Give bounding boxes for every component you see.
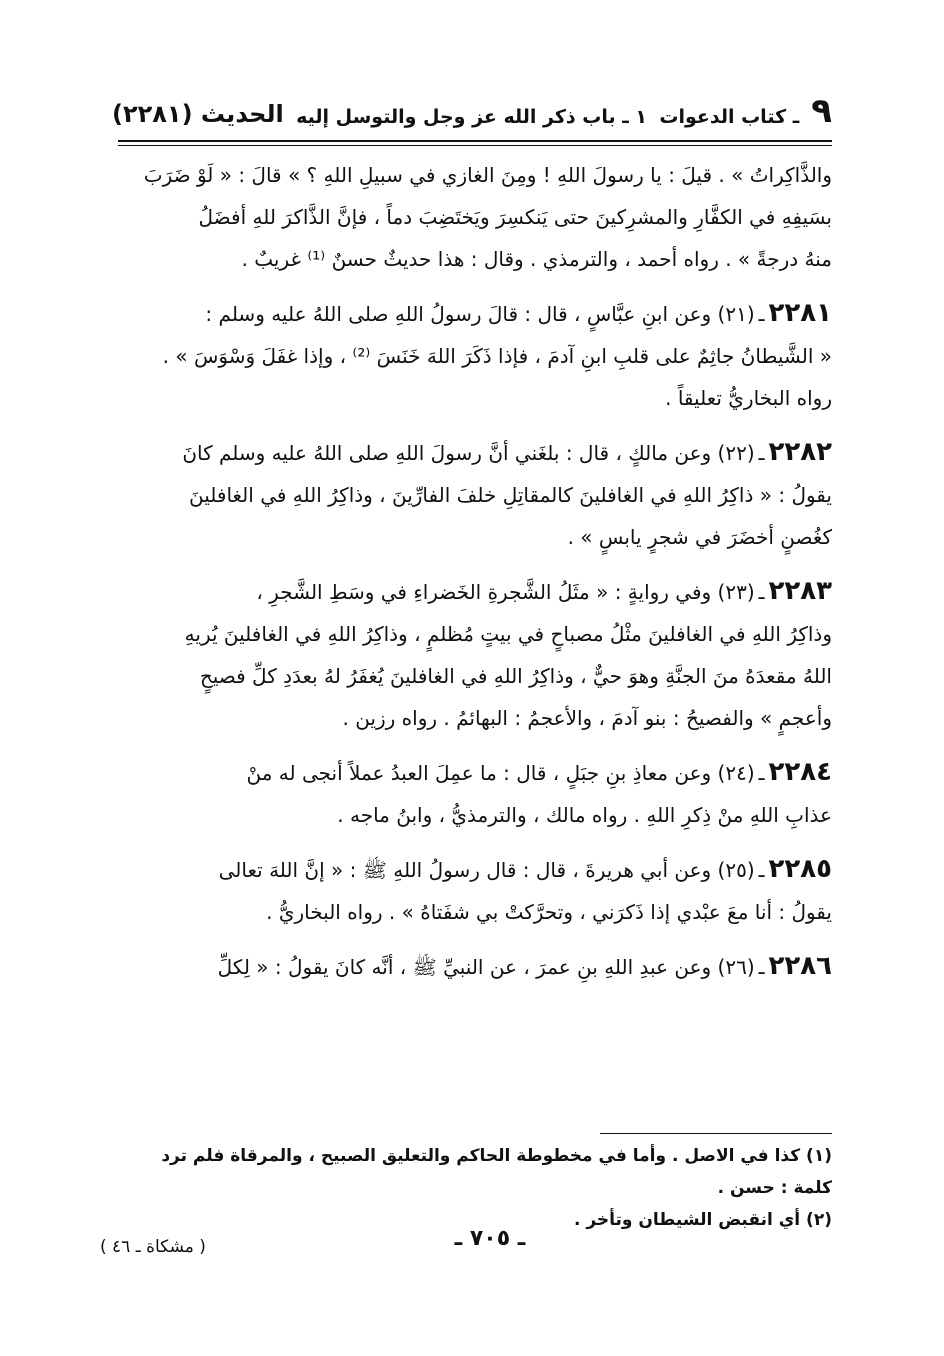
text-line: والذَّاكِراتُ » . قيلَ : يا رسولَ اللهِ ! ومِنَ الغازي في سبيلِ اللهِ ؟ » قالَ : « لَوْ ضَرَبَ (143, 163, 832, 187)
footnote-1: (١) كذا في الاصل . وأما في مخطوطة الحاكم والتعليق الصبيح ، والمرقاة فلم ترد كلمة : حسن . (161, 1146, 832, 1198)
footnotes (118, 1140, 832, 1236)
text-line: عذابِ اللهِ منْ ذِكرِ اللهِ . رواه مالك ، والترمذيُّ ، وابنُ ماجه . (337, 803, 832, 827)
hadith-number: ٢٢٨١ (768, 298, 832, 328)
chapter-number: ٩ (811, 91, 832, 131)
hadith-2283: ٢٢٨٣ـ(٢٣) وفي روايةٍ : « مثَلُ الشَّجرةِ الخَضراءِ في وسَطِ الشَّجرِ ، وذاكِرُ اللهِ في الغافلينَ مثْلُ مصباحٍ في بيتٍ مُظلمٍ ، وذاكِرُ اللهِ في الغافلينَ يُريهِ اللهُ مقعدَهُ منَ الجنَّةِ وهوَ حيٌّ ، وذاكِرُ اللهِ في الغافلينَ يُغفَرُ لهُ بعدَدِ كلِّ فصيحٍ وأعجمٍ » والفصيحُ : بنو آدمَ ، والأعجمُ : البهائمُ . رواه رزين . (118, 570, 832, 739)
main-text (118, 154, 832, 1000)
hadith-number: ٢٢٨٥ (768, 854, 832, 884)
text-line: (٢٦) وعن عبدِ اللهِ بنِ عمرَ ، عن النبيِّ ﷺ ، أنَّه كانَ يقولُ : « لِكلِّ (217, 955, 755, 979)
hadith-2282: ٢٢٨٢ـ(٢٢) وعن مالكٍ ، قال : بلغَني أنَّ رسولَ اللهِ صلى اللهُ عليه وسلم كانَ يقولُ : « ذاكِرُ اللهِ في الغافلينَ كالمقاتِلِ خلفَ الفارِّينَ ، وذاكِرُ اللهِ في الغافلينَ كغُصنٍ أخضَرَ في شجرٍ يابسٍ » . (118, 431, 832, 558)
hadith-2285: ٢٢٨٥ـ(٢٥) وعن أبي هريرةَ ، قال : قال رسولُ اللهِ ﷺ : « إنَّ اللهَ تعالى يقولُ : أنا معَ عبْدي إذا ذَكرَني ، وتحرَّكتْ بي شفَتاهُ » . رواه البخاريُّ . (118, 848, 832, 933)
text-line: وذاكِرُ اللهِ في الغافلينَ مثْلُ مصباحٍ في بيتٍ مُظلمٍ ، وذاكِرُ اللهِ في الغافلينَ يُريهِ (184, 622, 832, 646)
intro-paragraph (118, 154, 832, 280)
text-line: رواه البخاريُّ تعليقاً . (665, 386, 832, 410)
text-line: كغُصنٍ أخضَرَ في شجرٍ يابسٍ » . (567, 525, 832, 549)
text-line: وأعجمٍ » والفصيحُ : بنو آدمَ ، والأعجمُ : البهائمُ . رواه رزين . (342, 706, 832, 730)
text-line: « الشَّيطانُ جاثِمٌ على قلبِ ابنِ آدمَ ، فإذا ذَكَرَ اللهَ خَنَسَ ⁽²⁾ ، وإذا غفَلَ وَسْوَسَ » . (162, 344, 832, 368)
hadith-number: ٢٢٨٣ (768, 576, 832, 606)
hadith-2281: ٢٢٨١ـ(٢١) وعن ابنِ عبَّاسٍ ، قال : قالَ رسولُ اللهِ صلى اللهُ عليه وسلم : « الشَّيطانُ جاثِمٌ على قلبِ ابنِ آدمَ ، فإذا ذَكَرَ اللهَ خَنَسَ ⁽²⁾ ، وإذا غفَلَ وَسْوَسَ » . رواه البخاريُّ تعليقاً . (118, 292, 832, 419)
hadith-range: الحديث (٢٢٨١) (112, 100, 284, 128)
text-line: يقولُ : « ذاكِرُ اللهِ في الغافلينَ كالمقاتِلِ خلفَ الفارِّينَ ، وذاكِرُ اللهِ في الغافلينَ (189, 483, 832, 507)
section-title: ١ ـ باب ذكر الله عز وجل والتوسل إليه (296, 106, 647, 128)
header-right (659, 91, 832, 131)
hadith-number: ٢٢٨٢ (768, 437, 832, 467)
header-rule-thin (118, 145, 832, 146)
chapter-title: ـ كتاب الدعوات (659, 106, 800, 128)
text-line: (٢٥) وعن أبي هريرةَ ، قال : قال رسولُ اللهِ ﷺ : « إنَّ اللهَ تعالى (218, 858, 755, 882)
running-header (112, 84, 832, 131)
text-line: اللهُ مقعدَهُ منَ الجنَّةِ وهوَ حيٌّ ، وذاكِرُ اللهِ في الغافلينَ يُغفَرُ لهُ بعدَدِ كلِّ فصيحٍ (199, 664, 832, 688)
text-line: منهُ درجةً » . رواه أحمد ، والترمذي . وقال : هذا حديثٌ حسنٌ ⁽¹⁾ غريبٌ . (241, 247, 832, 271)
text-line: بسَيفِهِ في الكفَّارِ والمشرِكينَ حتى يَنكسِرَ ويَختَضِبَ دماً ، فإنَّ الذَّاكرَ للهِ أفضَلُ (198, 205, 832, 229)
hadith-number: ٢٢٨٤ (768, 757, 832, 787)
text-line: (٢٣) وفي روايةٍ : « مثَلُ الشَّجرةِ الخَضراءِ في وسَطِ الشَّجرِ ، (256, 580, 755, 604)
signature-mark: ( مشكاة ـ ٤٦ ) (100, 1237, 206, 1257)
text-line: (٢١) وعن ابنِ عبَّاسٍ ، قال : قالَ رسولُ اللهِ صلى اللهُ عليه وسلم : (205, 302, 755, 326)
hadith-2286: ٢٢٨٦ـ(٢٦) وعن عبدِ اللهِ بنِ عمرَ ، عن النبيِّ ﷺ ، أنَّه كانَ يقولُ : « لِكلِّ (217, 951, 832, 981)
hadith-number: ٢٢٨٦ (768, 951, 832, 981)
page-number: ـ ٧٠٥ ـ (454, 1226, 526, 1251)
hadith-2284: ٢٢٨٤ـ(٢٤) وعن معاذِ بنِ جبَلٍ ، قال : ما عمِلَ العبدُ عملاً أنجى له منْ عذابِ اللهِ منْ ذِكرِ اللهِ . رواه مالك ، والترمذيُّ ، وابنُ ماجه . (118, 751, 832, 836)
header-rule (118, 140, 832, 142)
text-line: (٢٢) وعن مالكٍ ، قال : بلغَني أنَّ رسولَ اللهِ صلى اللهُ عليه وسلم كانَ (182, 441, 755, 465)
footnote-rule (600, 1133, 832, 1134)
text-line: (٢٤) وعن معاذِ بنِ جبَلٍ ، قال : ما عمِلَ العبدُ عملاً أنجى له منْ (246, 761, 755, 785)
footnote-2: (٢) أي انقبض الشيطان وتأخر . (573, 1210, 832, 1230)
text-line: يقولُ : أنا معَ عبْدي إذا ذَكرَني ، وتحرَّكتْ بي شفَتاهُ » . رواه البخاريُّ . (266, 900, 832, 924)
